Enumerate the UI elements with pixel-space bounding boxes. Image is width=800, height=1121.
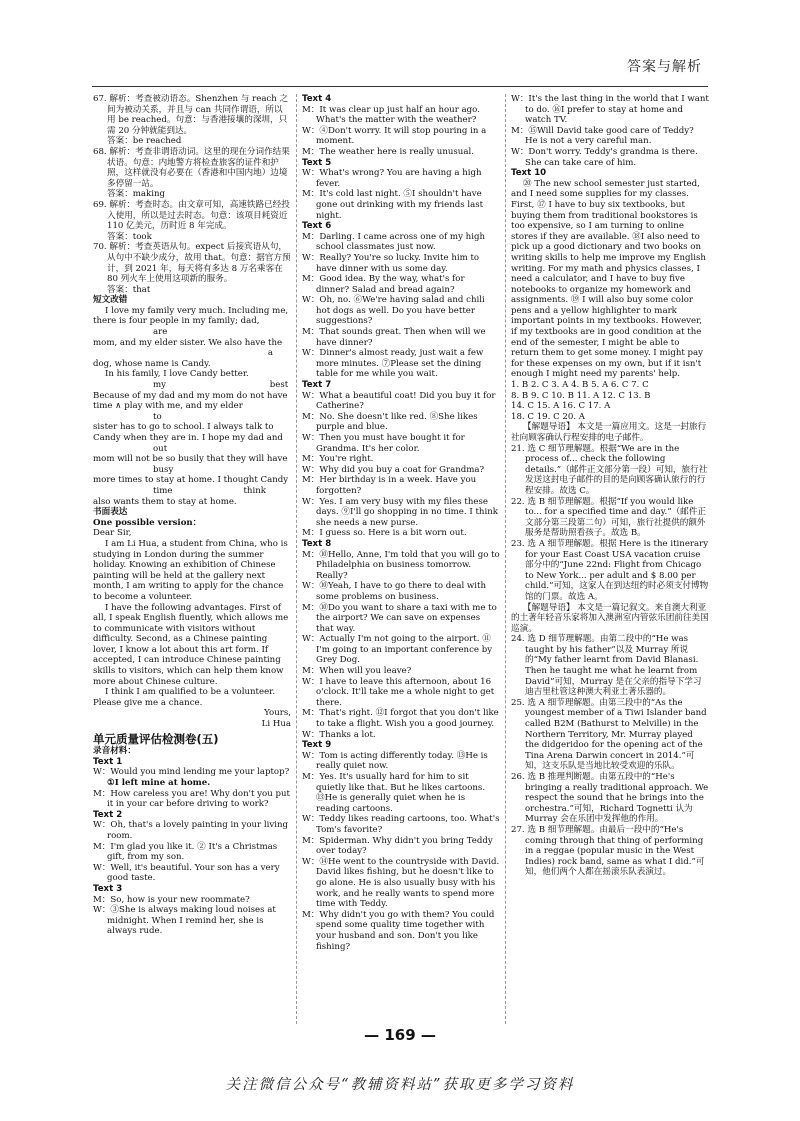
text-paragraph: W：④Don't worry. It will stop pouring in a moment.: [302, 125, 487, 147]
text-paragraph: M：Her birthday is in a week. Have you forgotten?: [302, 475, 477, 496]
section-heading: Text 7: [302, 380, 332, 391]
text-paragraph: W：Actually I'm not going to the airport. ⑪ I'm going to an important conference by Grey Dog.: [302, 634, 493, 666]
correction-mark: to: [153, 411, 162, 422]
text-line: dog, whose name is Candy.: [93, 358, 211, 369]
text-paragraph: W：③She is always making loud noises at midnight. When I remind her, she is always rude.: [93, 905, 276, 937]
text-line: One possible version：: [93, 517, 202, 528]
text-paragraph: M：That's right. ⑫I forgot that you don't like to take a flight. Wish you a good journey.: [302, 708, 499, 730]
text-line: Because of my dad and my mom do not have time ∧ play with me, and my elder: [93, 390, 288, 412]
section-heading: Text 5: [302, 157, 332, 168]
signature-line: Yours,: [264, 708, 291, 719]
answer-line: 答案：making: [107, 189, 166, 200]
text-line: 1. B 2. C 3. A 4. B 5. A 6. C 7. C: [511, 380, 649, 391]
text-paragraph: W：Oh, that's a lovely painting in your living room.: [93, 820, 289, 841]
text-paragraph: W：⑭He went to the countryside with David. David likes fishing, but he doesn't like to go alone. He is also usually busy with his work, and he really wants to spend more time with Teddy.: [302, 856, 500, 910]
section-heading: Text 6: [302, 221, 332, 232]
answer-line: 答案：be reached: [107, 136, 182, 147]
signature-line: Li Hua: [261, 719, 291, 730]
text-paragraph: 25. 选 A 细节理解题。由第三段中的“As the youngest member of a Tiwi Islander band called B2M (Bathurst to Melville) in the Northern Territory, Mr. Murray played the didgeridoo for the opening act of the Tina Arena Darwin concert in 2014.”可知，这支乐队是当地比较受欢迎的乐队。: [511, 697, 707, 772]
text-paragraph: I think I am qualified to be a volunteer. Please give me a chance.: [93, 687, 276, 708]
text-paragraph: W：Why did you buy a coat for Grandma?: [302, 464, 485, 475]
text-paragraph: W：Then you must have bought it for Grandma. It's her color.: [302, 433, 465, 454]
section-heading: Text 1: [93, 756, 123, 767]
text-paragraph: M：The weather here is really unusual.: [302, 146, 474, 157]
text-paragraph: 27. 选 B 细节理解题。由最后一段中的“He's coming through that thing of performing in a reggae (popular music in the West Indies) rock band, same as what I did.”可知，他们两个人都在摇滚乐队表演过。: [511, 824, 705, 878]
text-line: 8. B 9. C 10. B 11. A 12. C 13. B: [511, 390, 651, 401]
text-paragraph: W：Dinner's almost ready, just wait a few more minutes. ⑦Please set the dining table for me while you wait.: [302, 348, 484, 380]
section-heading: Text 9: [302, 740, 332, 751]
text-paragraph: M：Spiderman. Why didn't you bring Teddy over today?: [302, 835, 493, 857]
text-paragraph: W：Would you mind lending me your laptop?: [93, 767, 290, 778]
correction-mark: a: [267, 348, 273, 359]
text-paragraph: 23. 选 A 细节理解题。根据 Here is the itinerary for your East Coast USA vacation cruise 部分中的“June 22nd: Flight from Chicago to New York... per adult and $ 8.00 per child.”可知，这家人在到达纽约时必须支付博物馆的门票。故选 A。: [511, 538, 709, 602]
correction-mark: are: [153, 327, 168, 338]
correction-mark: my best: [153, 380, 289, 391]
correction-mark: out: [153, 443, 168, 454]
text-paragraph: 69. 解析：考查时态。由文章可知，高速铁路已经投入使用，所以是过去时态。句意：该项目耗资近 110 亿美元，历时近 8 年完成。: [93, 199, 290, 232]
text-paragraph: W：Yes. I am very busy with my files these days. ⑨I'll go shopping in no time. I think she needs a new purse.: [302, 496, 498, 528]
text-paragraph: M：Darling. I came across one of my high school classmates just now.: [302, 231, 485, 253]
column-divider-1: [296, 94, 297, 1024]
section-heading: Text 4: [302, 94, 332, 104]
text-paragraph: 【解题导语】 本文是一篇记叙文。来自澳大利亚的土著年轻音乐家将加入澳洲室内管弦乐团前往美国巡演。: [511, 602, 709, 634]
section-heading: 短文改错: [93, 295, 128, 306]
text-paragraph: W：I have to leave this afternoon, about 16 o'clock. It'll take me a whole night to get there.: [302, 676, 495, 708]
header-rule: [92, 86, 708, 87]
page-number: — 169 —: [364, 1026, 436, 1044]
text-paragraph: W：Teddy likes reading cartoons, too. What's Tom's favorite?: [302, 814, 500, 835]
text-paragraph: W：Tom is acting differently today. ⑬He is really quiet now.: [302, 750, 488, 772]
text-paragraph: M：How careless you are! Why don't you put it in your car before driving to work?: [93, 788, 290, 810]
text-line: mom will not be so busily that they will have: [93, 454, 288, 465]
text-paragraph: M：That sounds great. Then when will we have dinner?: [302, 327, 486, 348]
text-paragraph: W：Oh, no. ⑥We're having salad and chili hot dogs as well. Do you have better suggestions?: [302, 295, 485, 327]
text-paragraph: W：⑩Yeah, I have to go there to deal with some problems on business.: [302, 581, 487, 602]
text-paragraph: M：⑩Do you want to share a taxi with me to the airport? We can save on expenses that way.: [302, 602, 497, 634]
text-paragraph: W：Thanks a lot.: [302, 729, 376, 740]
text-paragraph: ⑳ The new school semester just started, and I need some supplies for my classes. First, ⑰ I have to buy six textbooks, but buying them from traditional bookstores is too expensive, so I am turning to online stores if they are available. ⑱I also need to pick up a good dictionary and two books on writing skills to help me improve my English writing. For my math and physics classes, I need a calculator, and I have to buy five notebooks to organize my homework and assignments. ⑲ I will also buy some color pens and a yellow highlighter to mark important points in my textbooks. However, if my textbooks are in good condition at the end of the semester, I might be able to return them to get some money. I might pay for these expenses on my own, but if it isn't enough I might need my parents' help.: [511, 178, 706, 380]
text-line: more times to stay at home. I thought Candy: [93, 475, 289, 486]
text-paragraph: M：You're right.: [302, 454, 374, 465]
text-paragraph: M：It was clear up just half an hour ago. What's the matter with the weather?: [302, 104, 480, 126]
text-paragraph: I am Li Hua, a student from China, who is studying in London during the summer holiday. Knowing an exhibition of Chinese painting will be held at the gallery next month, I am writing to apply for the chance to become a volunteer.: [93, 538, 288, 602]
text-paragraph: M：Yes. It's usually hard for him to sit quietly like that. But he likes cartoons. ⑬He is generally quiet when he is reading cartoons.: [302, 772, 486, 814]
text-line: 14. C 15. A 16. C 17. A: [511, 401, 611, 412]
text-line: sister has to go to school. I always talk to Candy when they are in. I hope my dad and: [93, 422, 283, 443]
section-heading: 录音材料：: [93, 746, 136, 757]
section-heading: Text 8: [302, 538, 332, 549]
answer-line: 答案：that: [107, 284, 151, 295]
text-paragraph: M：Good idea. By the way, what's for dinner? Salad and bread again?: [302, 274, 465, 295]
section-heading: Text 2: [93, 809, 123, 820]
text-paragraph: I have the following advantages. First of all, I speak English fluently, which allows me to communicate with visitors without difficulty. Second, as a Chinese painting lover, I know a lot about this art form. If accepted, I can introduce Chinese painting skills to visitors, which can help them know more about Chinese culture.: [93, 602, 289, 687]
header-title: 答案与解析: [627, 59, 702, 75]
text-line: ①I left mine at home.: [107, 778, 211, 788]
text-paragraph: M：⑮Will David take good care of Teddy? He is not a very careful man.: [511, 125, 694, 147]
text-paragraph: M：No. She doesn't like red. ⑧She likes purple and blue.: [302, 411, 478, 433]
text-line: 18. C 19. C 20. A: [511, 411, 586, 422]
text-line: also wants them to stay at home.: [93, 496, 237, 507]
text-paragraph: 67. 解析：考查被动语态。Shenzhen 与 reach 之间为被动关系，并且与 can 共同作谓语，所以用 be reached。句意：与香港接壤的深圳，只需 20 分钟就能到达。: [93, 94, 289, 136]
text-paragraph: M：It's cold last night. ⑤I shouldn't have gone out drinking with my friends last night.: [302, 189, 484, 221]
text-paragraph: 26. 选 B 推理判断题。由第五段中的“He's bringing a really traditional approach. We respect the sound that he brings into the orchestra.”可知，Richard Tognetti 认为 Murray 会在乐团中发挥他的作用。: [511, 772, 709, 825]
text-paragraph: W：It's the last thing in the world that I want to do. ⑯I prefer to stay at home and watch TV.: [511, 94, 709, 126]
text-paragraph: 24. 选 D 细节理解题。由第二段中的“He was taught by his father”以及 Murray 所说的“My father learnt from David Blanasi. Then he taught me what he learnt from David”可知，Murray 是在父亲的指导下学习迪吉里杜管这种澳大利亚土著乐器的。: [511, 634, 702, 698]
text-paragraph: W：What's wrong? You are having a high fever.: [302, 168, 482, 189]
text-paragraph: M：Why didn't you go with them? You could spend some quality time together with your husband and son. Don't you like fishing?: [302, 909, 495, 952]
text-paragraph: I love my family very much. Including me, there is four people in my family; dad,: [93, 305, 289, 327]
text-line: Dear Sir,: [93, 528, 132, 539]
section-heading: 书面表达: [93, 507, 128, 518]
unit-title: 单元质量评估检测卷(五): [93, 731, 219, 746]
answer-line: 答案：took: [107, 231, 152, 242]
column-divider-2: [505, 94, 506, 1024]
footer-note: 关注微信公众号“教辅资料站”获取更多学习资料: [225, 1077, 575, 1093]
text-paragraph: 【解题导语】 本文是一篇应用文。这是一封旅行社向顾客确认行程安排的电子邮件。: [511, 422, 707, 443]
text-paragraph: M：So, how is your new roommate?: [93, 894, 250, 905]
section-heading: Text 10: [511, 168, 547, 179]
text-line: mom, and my elder sister. We also have the: [93, 337, 283, 348]
column-1: [93, 94, 291, 1024]
text-paragraph: W：Don't worry. Teddy's grandma is there. She can take care of him.: [511, 146, 698, 168]
text-paragraph: 21. 选 C 细节理解题。根据“We are in the process of... check the following details.”（邮件正文部分第一段）可知，旅行社发送这封电子邮件的目的是向顾客确认旅行的行程安排。故选 C。: [511, 443, 708, 496]
text-paragraph: M：⑩Hello, Anne, I'm told that you will go to Philadelphia on business tomorrow. Really?: [302, 549, 500, 581]
text-paragraph: 68. 解析：考查非谓语动词。这里的现在分词作结果状语。句意：内地警方将检查旅客的证件和护照，这样就没有必要在（香港和中国内地）边境多停留一站。: [93, 146, 290, 189]
text-paragraph: W：Well, it's beautiful. Your son has a very good taste.: [93, 862, 280, 884]
column-2: [302, 94, 500, 1024]
text-paragraph: W：What a beautiful coat! Did you buy it for Catherine?: [302, 390, 496, 412]
text-paragraph: M：I'm glad you like it. ② It's a Christmas gift, from my son.: [93, 841, 278, 863]
text-paragraph: M：When will you leave?: [302, 666, 412, 677]
text-paragraph: M：I guess so. Here is a bit worn out.: [302, 528, 467, 539]
section-heading: Text 3: [93, 883, 123, 894]
correction-mark: time think: [153, 485, 266, 496]
text-paragraph: 70. 解析：考查英语从句。expect 后接宾语从句，从句中不缺少成分，故用 that。句意：据官方预计，到 2021 年，每天将有多达 8 万名乘客在 80 列火车上使用这项新的服务。: [93, 242, 291, 285]
text-paragraph: In his family, I love Candy better.: [105, 369, 249, 380]
correction-mark: busy: [153, 464, 174, 475]
text-paragraph: W：Really? You're so lucky. Invite him to have dinner with us some day.: [302, 252, 480, 274]
column-3: [511, 94, 709, 1024]
text-paragraph: 22. 选 B 细节理解题。根据“If you would like to... for a specified time and day.”（邮件正文部分第三段第二句）可知，旅行社提供的额外服务是帮助照看孩子。故选 B。: [511, 496, 706, 539]
